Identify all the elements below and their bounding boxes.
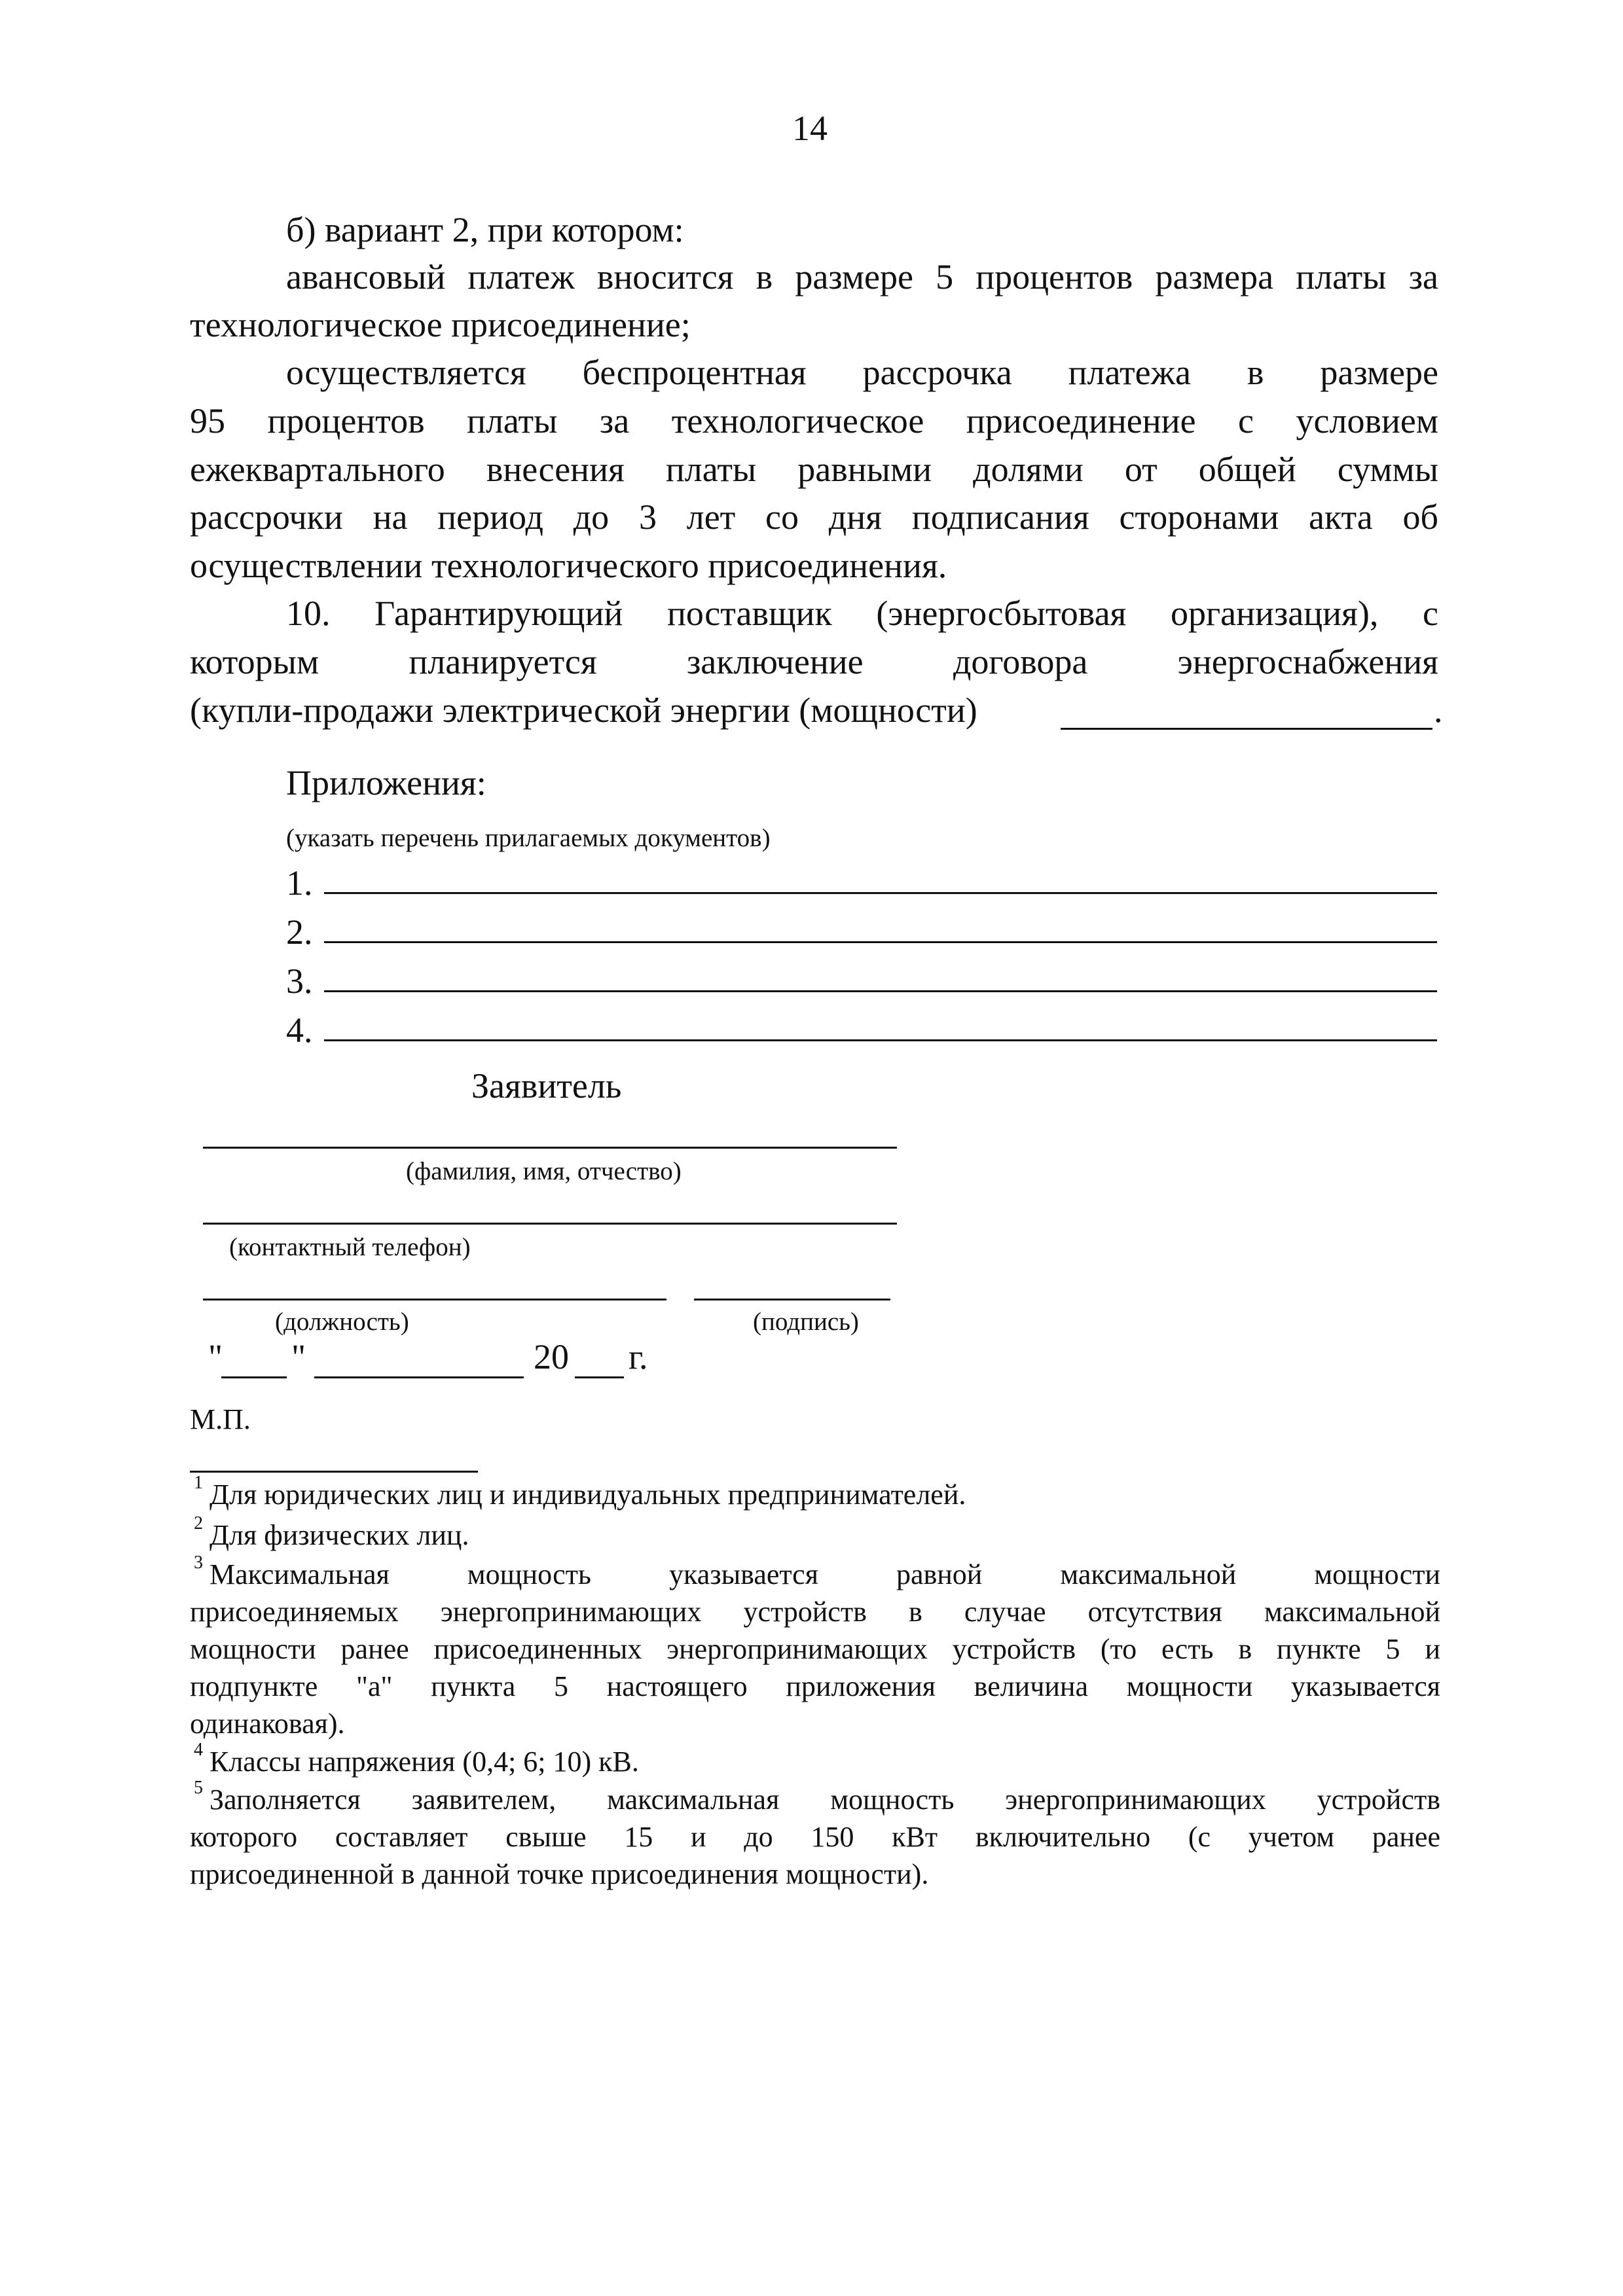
item10-line-1: 10. Гарантирующий поставщик (энергосбытовая организация), с: [286, 594, 1438, 633]
footnote-5-line-3: присоединенной в данной точке присоединения мощности).: [190, 1858, 929, 1890]
attachment-number-1: 1.: [286, 863, 313, 903]
footnote-mark-1: 1: [194, 1473, 203, 1493]
applicant-heading: Заявитель: [471, 1066, 622, 1105]
footnote-2-text: Для физических лиц.: [210, 1519, 469, 1551]
position-line[interactable]: [203, 1299, 666, 1300]
item10-period: .: [1434, 691, 1443, 730]
footnote-mark-4: 4: [194, 1740, 203, 1760]
fio-caption: (фамилия, имя, отчество): [406, 1157, 682, 1185]
installment-line-3: ежеквартального внесения платы равными долями от общей суммы: [190, 450, 1438, 489]
footnote-mark-5: 5: [194, 1778, 203, 1798]
date-year-suffix: г.: [629, 1337, 648, 1376]
footnote-5-line-1: Заполняется заявителем, максимальная мощность энергопринимающих устройств: [210, 1784, 1440, 1816]
attachment-number-2: 2.: [286, 912, 313, 952]
item10-line-2: которым планируется заключение договора энергоснабжения: [190, 642, 1438, 681]
item10-line-3: (купли-продажи электрической энергии (мощности): [190, 691, 977, 730]
page-number: 14: [792, 109, 828, 148]
supplier-blank-line[interactable]: [1061, 728, 1432, 730]
installment-line-5: осуществлении технологического присоединения.: [190, 546, 947, 585]
attachment-line-1[interactable]: [324, 892, 1437, 894]
footnote-3-line-4: подпункте "а" пункта 5 настоящего приложения величина мощности указывается: [190, 1670, 1440, 1702]
installment-line-4: рассрочки на период до 3 лет со дня подписания сторонами акта об: [190, 497, 1438, 537]
attachment-number-4: 4.: [286, 1011, 313, 1050]
footnote-separator: [190, 1471, 478, 1473]
date-month-blank[interactable]: [314, 1376, 524, 1378]
attachment-line-4[interactable]: [324, 1039, 1437, 1041]
attachments-hint: (указать перечень прилагаемых документов): [286, 824, 771, 852]
date-year-blank[interactable]: [575, 1376, 624, 1378]
fio-line[interactable]: [203, 1147, 897, 1149]
footnote-3-line-3: мощности ранее присоединенных энергопринимающих устройств (то есть в пункте 5 и: [190, 1633, 1440, 1665]
signature-caption: (подпись): [753, 1308, 859, 1336]
attachments-heading: Приложения:: [286, 763, 486, 802]
footnote-3-line-2: присоединяемых энергопринимающих устройств в случае отсутствия максимальной: [190, 1596, 1440, 1628]
position-caption: (должность): [275, 1308, 409, 1336]
option-b-heading: б) вариант 2, при котором:: [286, 210, 684, 249]
attachment-number-3: 3.: [286, 961, 313, 1001]
phone-line[interactable]: [203, 1223, 897, 1225]
footnote-mark-2: 2: [194, 1513, 203, 1534]
stamp-label: М.П.: [190, 1403, 251, 1435]
installment-line-1: осуществляется беспроцентная рассрочка платежа в размере: [286, 353, 1438, 392]
attachment-line-2[interactable]: [324, 941, 1437, 943]
attachment-line-3[interactable]: [324, 990, 1437, 992]
footnote-5-line-2: которого составляет свыше 15 и до 150 кВт включительно (с учетом ранее: [190, 1821, 1440, 1853]
footnote-mark-3: 3: [194, 1552, 203, 1573]
date-quote-open: ": [208, 1337, 223, 1376]
footnote-3-line-1: Максимальная мощность указывается равной максимальной мощности: [210, 1558, 1440, 1590]
footnote-1-text: Для юридических лиц и индивидуальных предпринимателей.: [210, 1479, 966, 1511]
advance-payment-line-1: авансовый платеж вносится в размере 5 процентов размера платы за: [286, 257, 1438, 296]
advance-payment-line-2: технологическое присоединение;: [190, 305, 691, 344]
footnote-4-text: Классы напряжения (0,4; 6; 10) кВ.: [210, 1746, 639, 1778]
date-quote-close: ": [291, 1337, 306, 1376]
date-year-prefix: 20: [534, 1337, 569, 1376]
signature-line[interactable]: [694, 1299, 890, 1300]
footnote-3-line-5: одинаковая).: [190, 1708, 345, 1740]
installment-line-2: 95 процентов платы за технологическое присоединение с условием: [190, 401, 1438, 440]
phone-caption: (контактный телефон): [229, 1233, 471, 1261]
date-day-blank[interactable]: [221, 1376, 287, 1378]
